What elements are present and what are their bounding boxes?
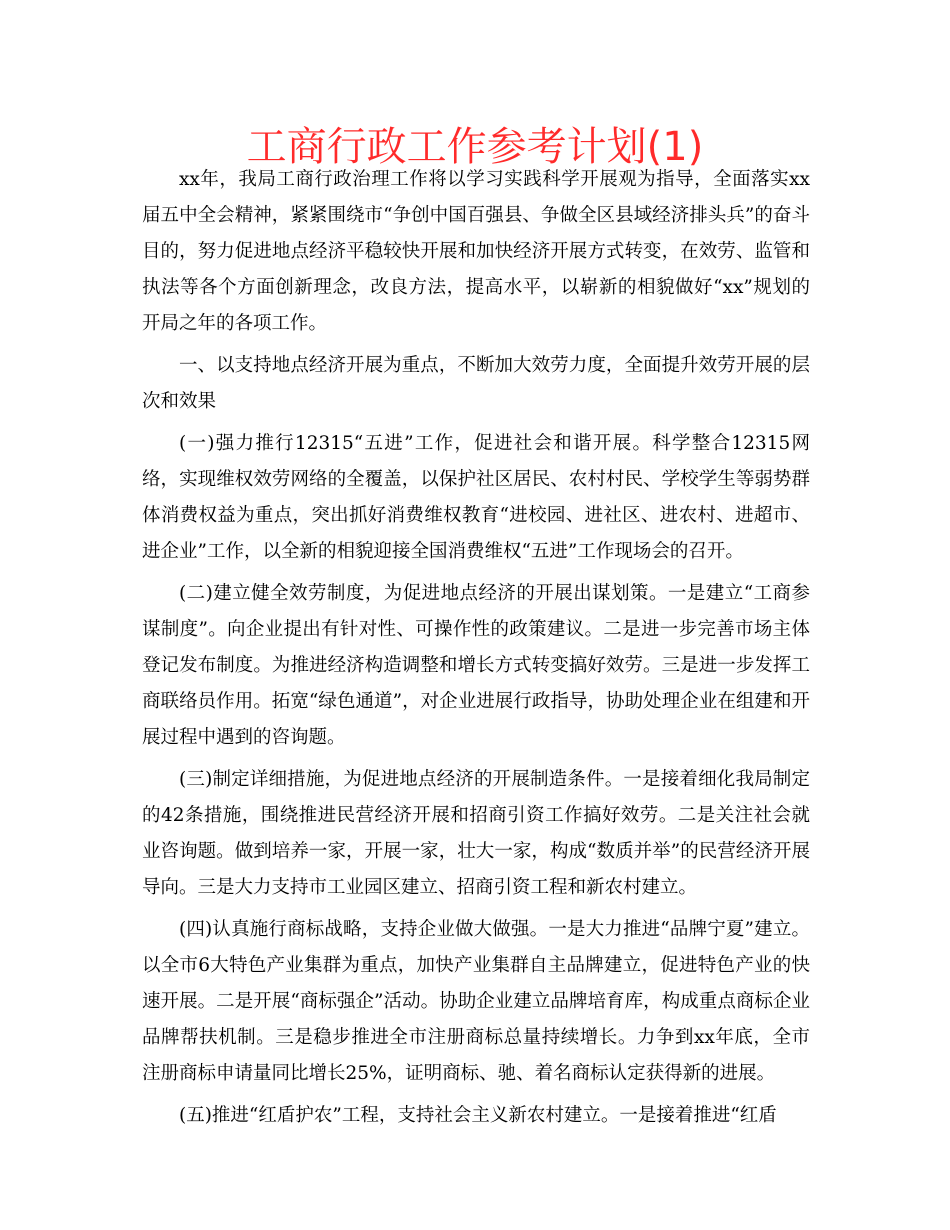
paragraph-item-5: (五)推进“红盾护农”工程，支持社会主义新农村建立。一是接着推进“红盾: [179, 1105, 777, 1126]
paragraph-item-4: (四)认真施行商标战略，支持企业做大做强。一是大力推进“品牌宁夏”建立。以全市6大特色产业集群为重点，加快产业集群自主品牌建立，促进特色产业的快速开展。二是开展“商标强企”活动。协助企业建立品牌培育库，构成重点商标企业品牌帮扶机制。三是稳步推进全市注册商标总量持续增长。力争到xx年底，全市注册商标申请量同比增长25%，证明商标、驰、着名商标认定获得新的进展。: [142, 919, 810, 1084]
paragraph-item-3: (三)制定详细措施，为促进地点经济的开展制造条件。一是接着细化我局制定的42条措施，围绕推进民营经济开展和招商引资工作搞好效劳。二是关注社会就业咨询题。做到培养一家，开展一家，壮大一家，构成“数质并举”的民营经济开展导向。三是大力支持市工业园区建立、招商引资工程和新农村建立。: [142, 769, 810, 898]
paragraph-intro: xx年，我局工商行政治理工作将以学习实践科学开展观为指导，全面落实xx届五中全会精神，紧紧围绕市“争创中国百强县、争做全区县域经济排头兵”的奋斗目的，努力促进地点经济平稳较快开展和加快经济开展方式转变，在效劳、监管和执法等各个方面创新理念，改良方法，提高水平，以崭新的相貌做好“xx”规划的开局之年的各项工作。: [142, 169, 810, 334]
document-body: [142, 162, 810, 1140]
paragraph-section-1-heading: 一、以支持地点经济开展为重点，不断加大效劳力度，全面提升效劳开展的层次和效果: [142, 355, 810, 412]
paragraph-item-1: (一)强力推行12315“五进”工作，促进社会和谐开展。科学整合12315网络，实现维权效劳网络的全覆盖，以保护社区居民、农村村民、学校学生等弱势群体消费权益为重点，突出抓好消费维权教育“进校园、进社区、进农村、进超市、进企业”工作，以全新的相貌迎接全国消费维权“五进”工作现场会的召开。: [142, 433, 810, 562]
paragraph-item-2: (二)建立健全效劳制度，为促进地点经济的开展出谋划策。一是建立“工商参谋制度”。向企业提出有针对性、可操作性的政策建议。二是进一步完善市场主体登记发布制度。为推进经济构造调整和增长方式转变搞好效劳。三是进一步发挥工商联络员作用。拓宽“绿色通道”，对企业进展行政指导，协助处理企业在组建和开展过程中遇到的咨询题。: [142, 583, 810, 748]
document-title: 工商行政工作参考计划(1): [246, 124, 704, 170]
